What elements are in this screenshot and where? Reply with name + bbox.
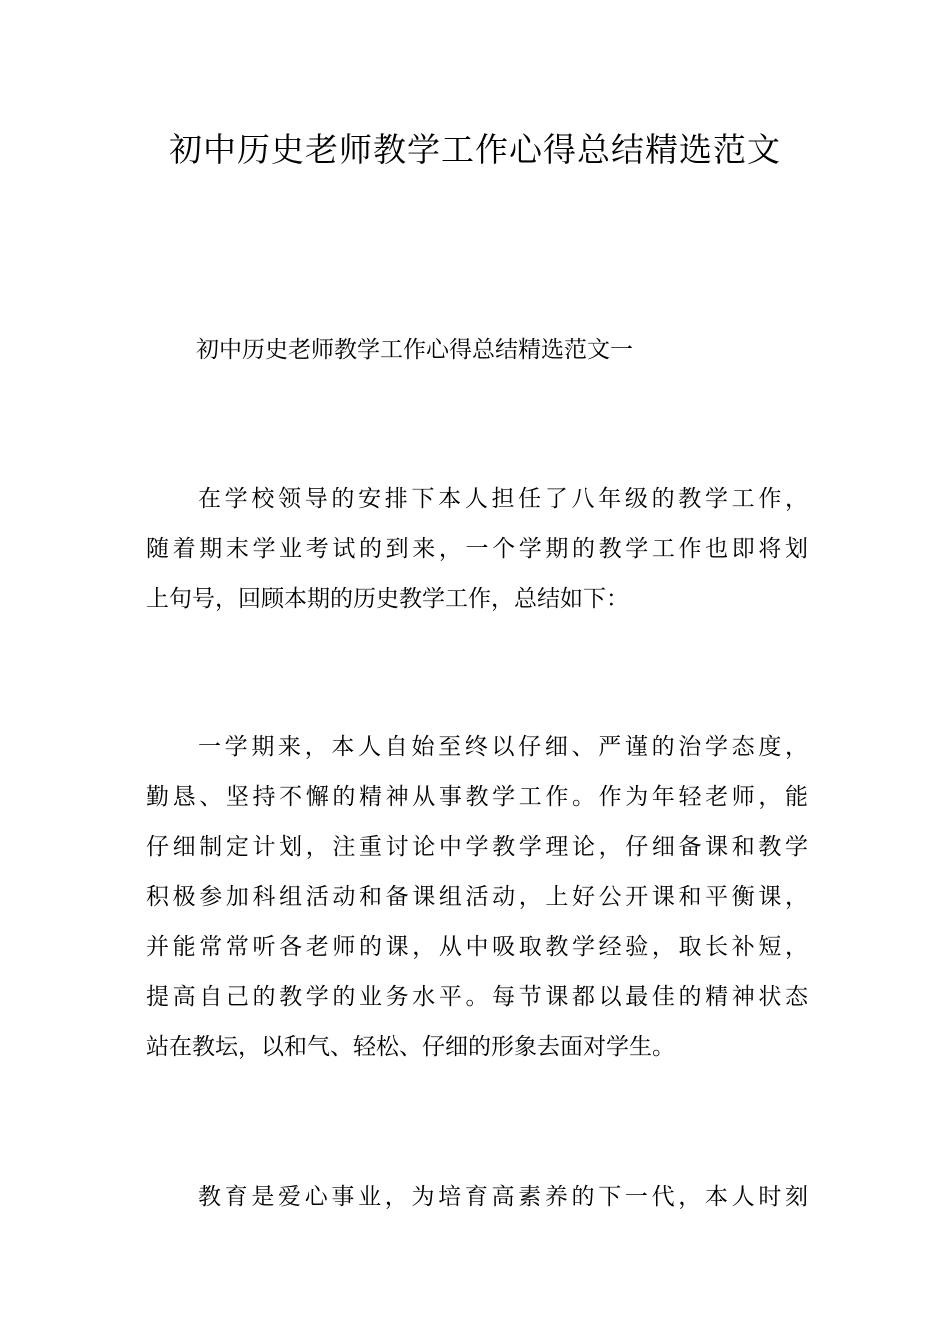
paragraph-line: 随着期末学业考试的到来，一个学期的教学工作也即将划 [146,536,808,562]
paragraph-line: 并能常常听各老师的课，从中吸取教学经验，取长补短， [146,934,808,960]
paragraph-line: 上句号，回顾本期的历史教学工作，总结如下： [146,586,629,612]
paragraph-line: 勤恳、坚持不懈的精神从事教学工作。作为年轻老师，能 [146,784,808,810]
paragraph-3 [146,1172,808,1222]
paragraph-line: 站在教坛，以和气、轻松、仔细的形象去面对学生。 [146,1034,675,1060]
paragraph-1 [146,474,808,624]
paragraph-line: 仔细制定计划，注重讨论中学教学理论，仔细备课和教学 [146,834,808,860]
paragraph-line: 在学校领导的安排下本人担任了八年级的教学工作， [198,486,808,512]
paragraph-line: 积极参加科组活动和备课组活动，上好公开课和平衡课， [146,884,808,910]
document-title: 初中历史老师教学工作心得总结精选范文 [169,130,781,169]
paragraph-line: 教育是爱心事业，为培育高素养的下一代，本人时刻 [198,1184,808,1210]
paragraph-line: 一学期来，本人自始至终以仔细、严谨的治学态度， [198,734,808,760]
paragraph-2 [146,722,808,1072]
paragraph-line: 提高自己的教学的业务水平。每节课都以最佳的精神状态 [146,984,808,1010]
section-heading: 初中历史老师教学工作心得总结精选范文一 [196,337,633,363]
